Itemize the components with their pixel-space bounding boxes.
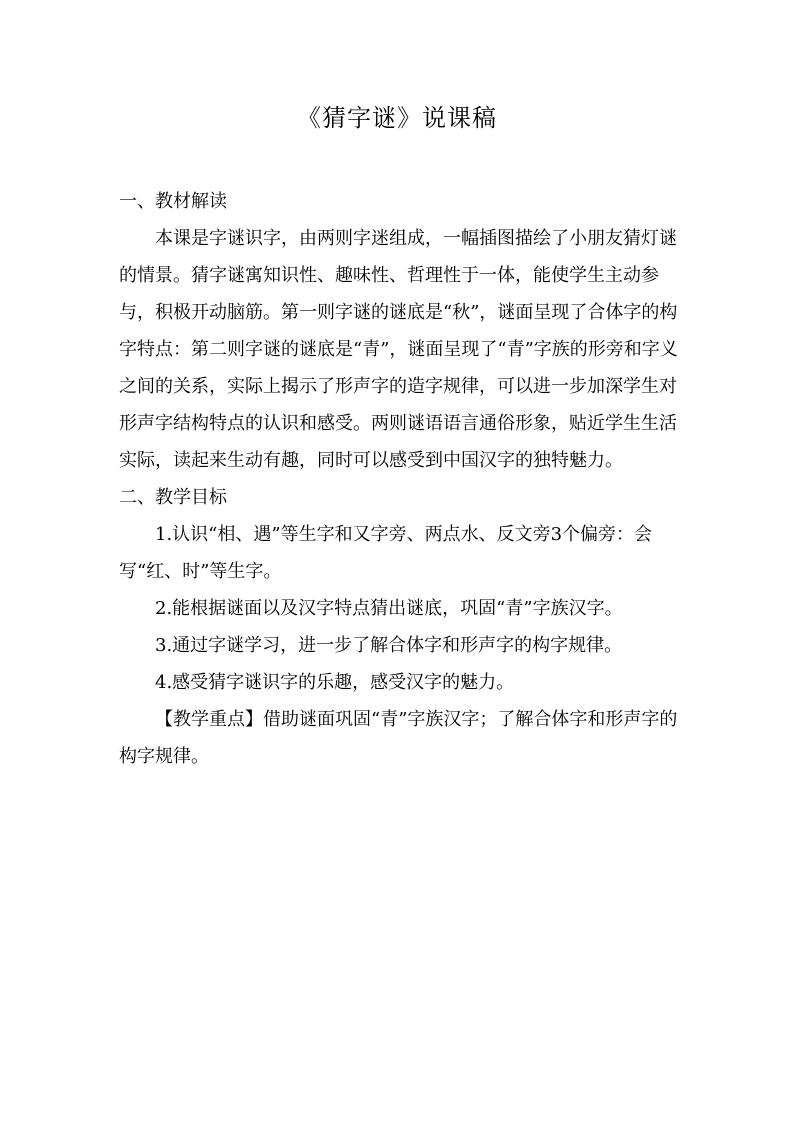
document-body xyxy=(119,183,679,775)
goal-item: 1.认识“相、遇”等生字和又字旁、两点水、反文旁3个偏旁：会写“红、时”等生字。 xyxy=(119,524,653,582)
key-point: 【教学重点】借助谜面巩固“青”字族汉字；了解合体字和形声字的构字规律。 xyxy=(119,709,678,767)
document-title: 《猜字谜》说课稿 xyxy=(297,104,497,132)
goal-item: 4.感受猜字谜识字的乐趣，感受汉字的魅力。 xyxy=(155,672,515,693)
section-heading-textbook: 一、教材解读 xyxy=(119,191,227,212)
section-heading-goals: 二、教学目标 xyxy=(119,487,227,508)
goal-item: 2.能根据谜面以及汉字特点猜出谜底，巩固“青”字族汉字。 xyxy=(155,598,623,619)
goal-item: 3.通过字谜学习，进一步了解合体字和形声字的构字规律。 xyxy=(155,635,623,656)
textbook-paragraph: 本课是字谜识字，由两则字迷组成，一幅插图描绘了小朋友猜灯谜的情景。猜字谜寓知识性、趣味性、哲理性于一体，能使学生主动参与，积极开动脑筋。第一则字谜的谜底是“秋”，谜面呈现了合体字的构字特点：第二则字谜的谜底是“青”，谜面呈现了“青”字族的形旁和字义之间的关系，实际上揭示了形声字的造字规律，可以进一步加深学生对形声字结构特点的认识和感受。两则谜语语言通俗形象，贴近学生生活实际，读起来生动有趣，同时可以感受到中国汉字的独特魅力。 xyxy=(119,228,678,471)
